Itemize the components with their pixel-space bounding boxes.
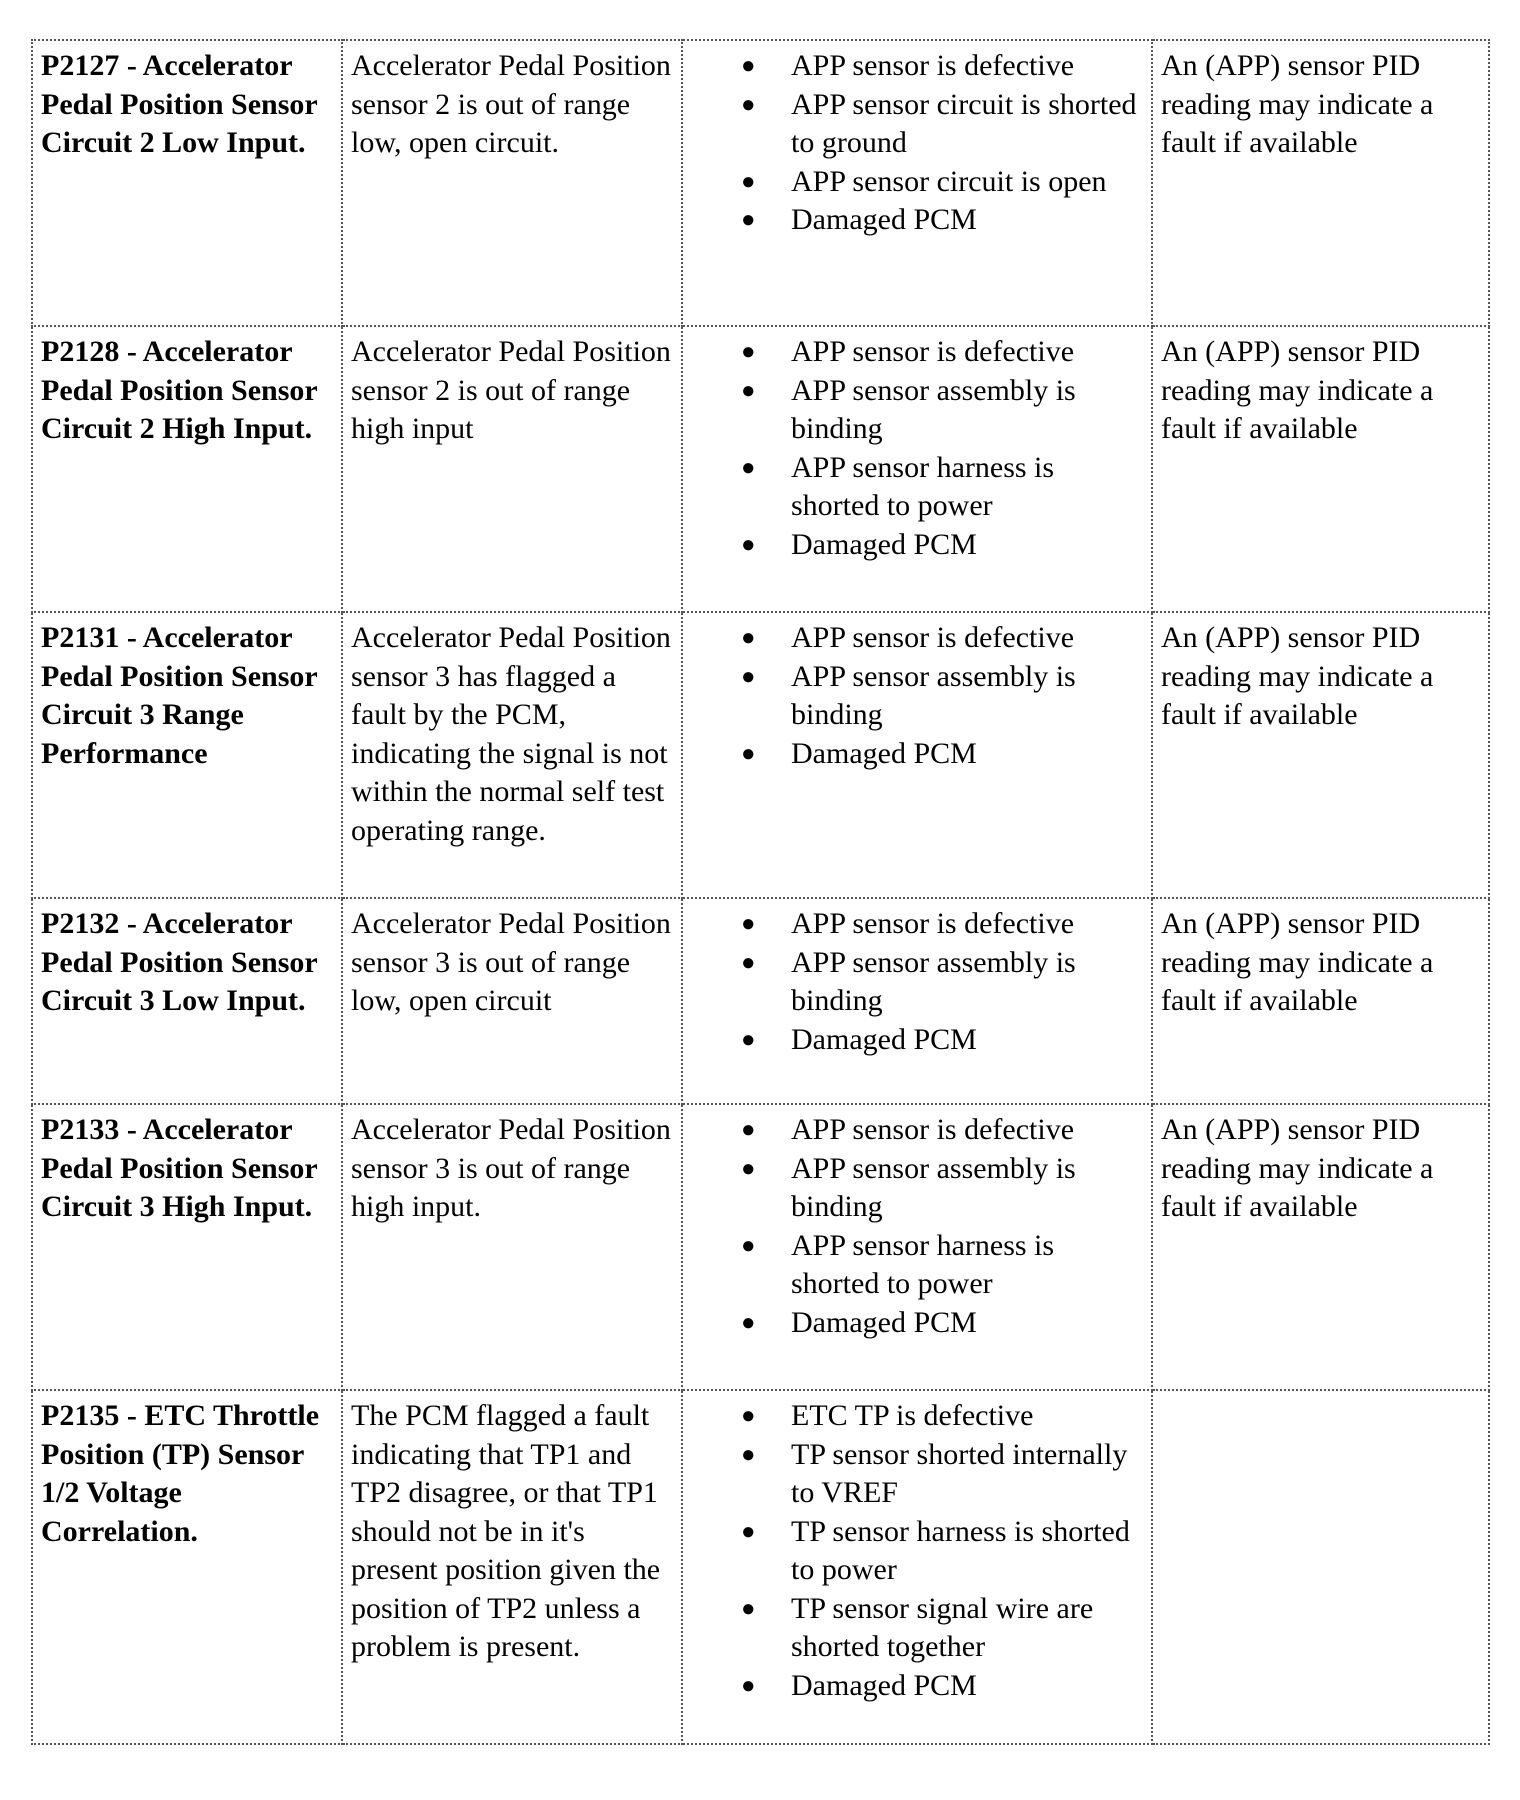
cause-text: APP sensor assembly is binding (791, 945, 1076, 1017)
cause-text: TP sensor harness is shorted to power (791, 1514, 1130, 1586)
bullet-icon: ● (741, 91, 756, 118)
dtc-table (31, 39, 1490, 1745)
cause-text: Damaged PCM (791, 1022, 977, 1056)
list-item (741, 333, 1143, 372)
cause-list (691, 905, 1143, 1059)
cause-text: APP sensor assembly is binding (791, 659, 1076, 731)
possible-causes (682, 40, 1152, 326)
cause-text: APP sensor assembly is binding (791, 1151, 1076, 1223)
dtc-note: An (APP) sensor PID reading may indicate a fault if available (1152, 612, 1489, 898)
list-item (741, 1667, 1143, 1706)
bullet-icon: ● (741, 625, 756, 651)
table-row (32, 40, 1489, 326)
cause-text: TP sensor signal wire are shorted together (791, 1591, 1094, 1663)
bullet-icon: ● (741, 949, 756, 976)
dtc-description: The PCM flagged a fault indicating that TP1 and TP2 disagree, or that TP1 should not be in it's present position given the position of TP2 unless a problem is present. (342, 1390, 682, 1744)
list-item (741, 1397, 1143, 1436)
possible-causes (682, 1104, 1152, 1390)
bullet-icon: ● (741, 531, 756, 558)
table-row (32, 1390, 1489, 1744)
cause-text: Damaged PCM (791, 203, 977, 236)
bullet-icon: ● (741, 1155, 756, 1182)
possible-causes (682, 898, 1152, 1104)
cause-text: APP sensor harness is shorted to power (791, 1228, 1055, 1300)
bullet-icon: ● (741, 1595, 756, 1622)
bullet-icon: ● (741, 339, 756, 365)
table-row (32, 612, 1489, 898)
list-item (741, 372, 1143, 449)
list-item (741, 658, 1143, 735)
dtc-note (1152, 1390, 1489, 1744)
dtc-note: An (APP) sensor PID reading may indicate a fault if available (1152, 1104, 1489, 1390)
list-item (741, 619, 1143, 658)
possible-causes (682, 612, 1152, 898)
list-item (741, 47, 1143, 86)
bullet-icon: ● (741, 1672, 756, 1699)
dtc-code: P2128 - Accelerator Pedal Position Sensor Circuit 2 High Input. (32, 326, 342, 612)
cause-text: Damaged PCM (791, 1305, 977, 1339)
cause-text: APP sensor circuit is shorted to ground (791, 87, 1137, 159)
bullet-icon: ● (741, 1309, 756, 1336)
list-item (741, 1590, 1143, 1667)
cause-text: APP sensor circuit is open (791, 164, 1107, 198)
list-item (741, 1436, 1143, 1513)
cause-text: APP sensor is defective (791, 1113, 1075, 1146)
list-item (741, 1304, 1143, 1343)
dtc-description: Accelerator Pedal Position sensor 3 is out of range low, open circuit (342, 898, 682, 1104)
bullet-icon: ● (741, 1518, 756, 1545)
bullet-icon: ● (741, 1117, 756, 1143)
dtc-description: Accelerator Pedal Position sensor 3 is out of range high input. (342, 1104, 682, 1390)
bullet-icon: ● (741, 740, 756, 767)
list-item (741, 905, 1143, 944)
cause-list (691, 1111, 1143, 1342)
cause-list (691, 619, 1143, 773)
possible-causes (682, 326, 1152, 612)
cause-text: TP sensor shorted internally to VREF (791, 1437, 1128, 1509)
list-item (741, 449, 1143, 526)
cause-text: APP sensor is defective (791, 335, 1075, 368)
bullet-icon: ● (741, 53, 756, 79)
cause-list (691, 1397, 1143, 1705)
bullet-icon: ● (741, 1026, 756, 1053)
table-row (32, 898, 1489, 1104)
list-item (741, 1227, 1143, 1304)
dtc-note: An (APP) sensor PID reading may indicate a fault if available (1152, 898, 1489, 1104)
list-item (741, 163, 1143, 202)
list-item (741, 735, 1143, 774)
dtc-code: P2133 - Accelerator Pedal Position Sensor Circuit 3 High Input. (32, 1104, 342, 1390)
bullet-icon: ● (741, 1441, 756, 1468)
list-item (741, 944, 1143, 1021)
dtc-description: Accelerator Pedal Position sensor 2 is out of range low, open circuit. (342, 40, 682, 326)
table-row (32, 326, 1489, 612)
dtc-note: An (APP) sensor PID reading may indicate a fault if available (1152, 40, 1489, 326)
list-item (741, 86, 1143, 163)
dtc-code: P2132 - Accelerator Pedal Position Sensor Circuit 3 Low Input. (32, 898, 342, 1104)
dtc-code: P2127 - Accelerator Pedal Position Sensor Circuit 2 Low Input. (32, 40, 342, 326)
cause-text: Damaged PCM (791, 1668, 977, 1702)
bullet-icon: ● (741, 663, 756, 690)
dtc-code: P2131 - Accelerator Pedal Position Sensor Circuit 3 Range Performance (32, 612, 342, 898)
list-item (741, 1111, 1143, 1150)
cause-text: APP sensor assembly is binding (791, 373, 1076, 445)
bullet-icon: ● (741, 1232, 756, 1259)
cause-list (691, 333, 1143, 564)
possible-causes (682, 1390, 1152, 1744)
cause-text: ETC TP is defective (791, 1399, 1034, 1432)
cause-text: Damaged PCM (791, 527, 977, 561)
bullet-icon: ● (741, 454, 756, 481)
dtc-description: Accelerator Pedal Position sensor 2 is out of range high input (342, 326, 682, 612)
dtc-code: P2135 - ETC Throttle Position (TP) Sensor 1/2 Voltage Correlation. (32, 1390, 342, 1744)
cause-text: APP sensor is defective (791, 49, 1075, 82)
cause-text: APP sensor is defective (791, 621, 1075, 654)
dtc-description: Accelerator Pedal Position sensor 3 has flagged a fault by the PCM, indicating the signal is not within the normal self test operating range. (342, 612, 682, 898)
bullet-icon: ● (741, 377, 756, 404)
dtc-note: An (APP) sensor PID reading may indicate a fault if available (1152, 326, 1489, 612)
list-item (741, 1150, 1143, 1227)
cause-text: APP sensor harness is shorted to power (791, 450, 1055, 522)
table-row (32, 1104, 1489, 1390)
list-item (741, 526, 1143, 565)
cause-text: Damaged PCM (791, 736, 977, 770)
list-item (741, 201, 1143, 240)
bullet-icon: ● (741, 911, 756, 937)
bullet-icon: ● (741, 168, 756, 195)
list-item (741, 1513, 1143, 1590)
list-item (741, 1021, 1143, 1060)
bullet-icon: ● (741, 1403, 756, 1429)
cause-list (691, 47, 1143, 240)
bullet-icon: ● (741, 207, 756, 233)
cause-text: APP sensor is defective (791, 907, 1075, 940)
